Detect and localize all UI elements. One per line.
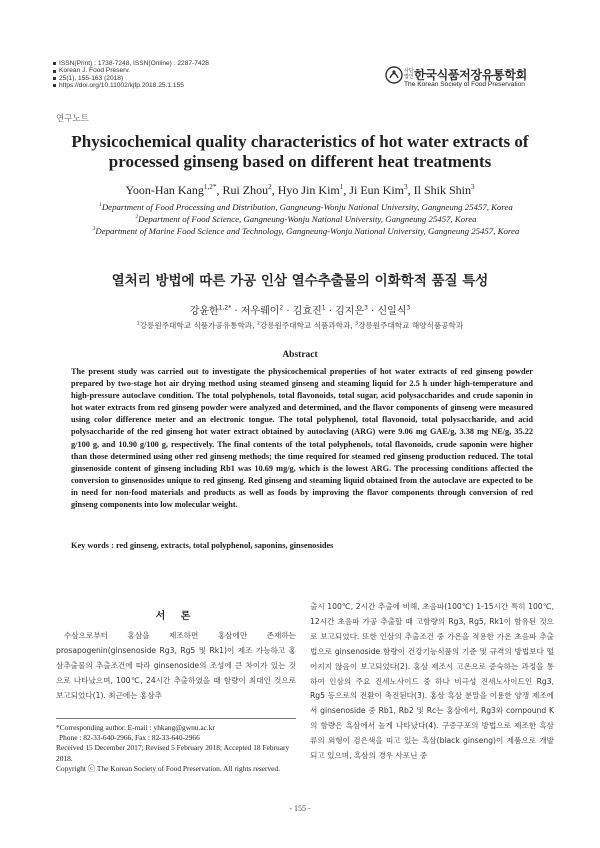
logo-small-text: 사단 법인 <box>404 68 414 80</box>
bullet-icon <box>53 84 56 87</box>
footnote-divider <box>56 718 296 719</box>
affiliation-line: $^3$Department of Marine Food Science and Technology, Gangneung-Wonju National University, Gangneung 25457, Korea <box>92 226 520 236</box>
received-dates: Received 15 December 2017; Revised 5 February 2018; Accepted 18 February 2018. <box>56 743 290 763</box>
journal-header <box>53 60 209 90</box>
bullet-icon <box>53 77 56 80</box>
affiliation-line: $^2$Department of Food Science, Gangneung-Wonju National University, Gangneung 25457, Korea <box>135 214 477 224</box>
issn: ISSN(Print) : 1738-7248, ISSN(Online) : 2287-7428 <box>59 60 209 67</box>
section-heading-introduction: 서 론 <box>155 611 197 622</box>
korean-affiliations: $^1$강릉원주대학교 식품가공유통학과, $^2$강릉원주대학교 식품과학과, $^3$강릉원주대학교 해양식품공학과 <box>136 321 464 330</box>
keywords-list: red ginseng, extracts, total polyphenol, saponins, ginsenosides <box>115 541 334 550</box>
body-text-left: 수삼으로부터 홍삼을 제조하면 홍삼에만 존재하는 prosapogenin(ginsenoside Rg3, Rg5 및 Rk1)이 제조 가능하고 홍삼추출물의 추출조건에 따라 ginsenoside의 조성에 큰 차이가 있는 것으로 나타났으며, 100℃, 24시간 추출하였을 때 함량이 최대인 것으로 보고되었다(1). 최근에는 홍삼추 <box>56 631 296 700</box>
author-name: Il Shik Shin <box>413 183 471 197</box>
author-name: Rui Zhou <box>222 183 269 197</box>
society-emblem-icon <box>385 66 403 84</box>
society-korean-name: 한국식품저장유통학회 <box>414 68 527 82</box>
affiliations <box>56 201 556 237</box>
korean-title: 열처리 방법에 따른 가공 인삼 열수추출물의 이화학적 품질 특성 <box>111 273 489 289</box>
korean-author-list: 강윤한$^{1,2*}$ · 저우뤠이$^2$ · 김효진$^1$ · 김지은$^3$ · 신일식$^3$ <box>189 304 411 317</box>
affiliation-line: $^1$Department of Food Processing and Distribution, Gangneung-Wonju National University, Gangneung 25457, Korea <box>99 202 513 212</box>
corresponding-author: *Corresponding author. E-mail : yhkang@gwnu.ac.kr <box>56 723 215 732</box>
article-category: 연구노트 <box>56 114 89 124</box>
author-list: Yoon-Han Kang$^{1,2*}$, Rui Zhou$^2$, Hyo Jin Kim$^1$, Ji Eun Kim$^3$, Il Shik Shin$^3$ <box>125 183 475 197</box>
bullet-icon <box>53 70 56 73</box>
doi-link[interactable]: https://doi.org/10.11002/kjfp.2018.25.1.155 <box>59 82 184 90</box>
author-name: Yoon-Han Kang <box>125 183 204 197</box>
author-name: Ji Eun Kim <box>349 183 405 197</box>
bullet-icon <box>53 62 56 65</box>
body-text-right: 출시 100℃, 2시간 추출에 비해, 초음파(100℃) 1-15시간 특히 100℃, 12시간 초음파 가공 추출할 때 고함량의 Rg3, Rg5, Rk1이 함유된 것으로 보고되었다. 또한 인삼의 추출조건 중 가온을 적용한 가온 초음파 추출법으로 ginsenoside 함량이 건강기능식품의 기준 및 규격의 방법보다 떨어지지 않음이 보고되었다(2). 홍삼 제조시 고온으로 증숙하는 과정을 통하여 인삼의 주요 진세노사이드 중 하나 비극성 진세노사이드인 Rg3, Rg5 등으로의 전환이 촉진된다(3). 홍삼 흑삼 분말을 이용한 양갱 제조에서 ginsenoside 중 Rb1, Rb2 및 Rc는 홍삼에서, Rg3와 compound K의 함량은 흑삼에서 높게 나타났다(4). 구증구포의 방법으로 제조한 흑삼류의 외형이 검은색을 띠고 있는 흑삼(black ginseng)이 제품으로 개발되고 있으며, 흑삼의 경우 사포닌 중 <box>310 602 554 761</box>
keywords <box>71 541 533 550</box>
volume: 25(1), 155-163 (2018) <box>59 74 124 82</box>
journal-name: Korean J. Food Preserv. <box>59 67 130 75</box>
abstract-heading: Abstract <box>282 350 318 360</box>
copyright: Copyright ⓒ The Korean Society of Food Preservation. All rights reserved. <box>56 763 281 773</box>
society-english-name: The Korean Society of Food Preservation <box>404 81 525 88</box>
footnote <box>56 723 296 774</box>
contact-info: Phone : 82-33-640-2966, Fax : 82-33-640-2966 <box>59 733 200 743</box>
society-logo <box>385 66 545 92</box>
keywords-label: Key words : <box>71 541 114 550</box>
page-number: - 155 - <box>289 804 311 813</box>
article-title: Physicochemical quality characteristics of hot water extracts of processed ginseng based on different heat treatments <box>71 132 529 171</box>
author-name: Hyo Jin Kim <box>277 183 340 197</box>
abstract-text: The present study was carried out to investigate the physicochemical properties of hot water extracts of red ginseng powder prepared by two-stage hot air drying method using steamed ginseng and steaming liquid for 2.5 h under high-temperature and high-pressure autoclave condition. The total polyphenols, total flavonoids, total sugar, acid polysaccharides and crude saponin in hot water extracts from red ginseng powder were analyzed and determined, and the flavor components of ginseng were measured using color difference meter and an electronic tongue. The total polyphenol, total flavonoid, total polysaccharide, and acid polysaccharide of the red ginseng hot water extract obtained by autoclaving (ARG) were 9.06 mg GAE/g, 3.38 mg NE/g, 35.22 g/100 g, and 10.90 g/100 g, respectively. The final contents of the total polyphenols, total flavonoids, crude saponin were higher than those determined using other red ginseng methods; the time required for steamed red ginseng production reduced. The total ginsenoside content of ginseng including Rb1 was 10.69 mg/g, which is the lowest ARG. The processing conditions affected the conversion to ginsenosides unique to red ginseng. Red ginseng and steaming liquid obtained from the autoclave are expected to be in need for non-food materials and products as well as foods by improving the flavor components through conversion of red ginseng components into low molecular weight. <box>71 367 533 510</box>
